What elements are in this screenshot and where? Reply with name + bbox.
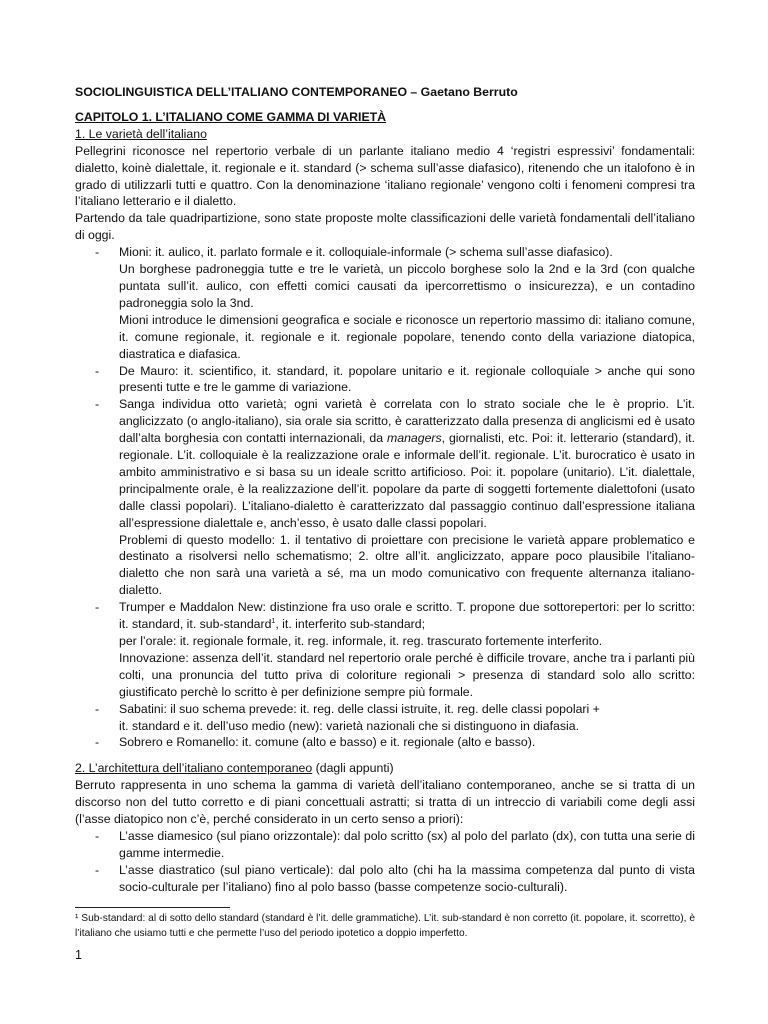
bullet-dash: - [95,828,100,843]
list-item-trumper [75,599,695,700]
list-item-sabatini [75,701,695,735]
list-item-text [119,396,695,531]
list-item-text: L’asse diastratico (sul piano verticale): dal polo alto (chi ha la massima competenza dal punto di vista socio-culturale per l’italiano) fino al polo basso (basse competenze socio-culturali). [119,862,695,894]
author-name: Sanga [119,397,155,412]
list-item-text [119,244,695,261]
section-heading-2: 2. L’architettura dell’italiano contemporaneo [75,761,313,776]
paragraph: Pellegrini riconosce nel repertorio verbale di un parlante italiano medio 4 ‘registri espressivi’ fondamentali: dialetto, koinè dialettale, it. regionale e it. standard (> schema sull’asse diafasico), ritenendo che un italofono è in grado di utilizzarli tutti e quattro. Con la denominazione ‘italiano regionale’ vengono colti i fenomeni compresi tra l’italiano letterario e il dialetto. [75,143,695,209]
section-note: (dagli appunti) [312,761,394,776]
bullet-dash: - [95,735,100,750]
bullet-dash: - [95,397,100,412]
bullet-dash: - [95,363,100,378]
author-name: Mioni: [119,245,152,260]
bullet-dash: - [95,245,100,260]
author-name: Sabatini: [119,701,167,716]
section-2-header [75,760,695,777]
author-name: Sobrero e Romanello: [119,735,239,750]
footnote: ¹ Sub-standard: al di sotto dello standard (standard è l’it. delle grammatiche). L’it. sub-standard è non corretto (it. popolare, it. scorretto), è l’italiano che usiamo tutti e che permette l’uso del periodo ipotetico a doppio imperfetto. [75,913,695,939]
author-name: De Mauro: [119,363,179,378]
list-item-body: il suo schema prevede: it. reg. delle classi istruite, it. reg. delle classi popolari + [166,701,600,716]
list-item-axis-diastratico [75,862,695,896]
italic-term: managers [386,431,442,446]
section-heading-1: 1. Le varietà dell’italiano [75,126,207,141]
list-item-paragraph: Innovazione: assenza dell’it. standard nel repertorio orale perché è difficile trovare, anche tra i parlanti più colti, una pronuncia del tutto priva di coloriture regionali > presenza di standard solo allo scritto: giustificato perchè lo scritto è per definizione sempre più formale. [119,650,695,699]
document-body [75,84,695,896]
list-item-axis-diamesico [75,828,695,862]
list-item-body: it. scientifico, it. standard, it. popolare unitario e it. regionale colloquiale > anche qui sono presenti tutte e tre le gamme di variazione. [119,363,695,395]
author-name: Trumper e Maddalon New: [119,600,266,615]
bullet-dash: - [95,862,100,877]
list-item-body: it. comune (alto e basso) e it. regionale (alto e basso). [238,735,536,750]
varieties-list [75,244,695,751]
list-item-body: , it. interferito sub-standard; [275,617,426,632]
list-item-paragraph: per l’orale: it. regionale formale, it. reg. informale, it. reg. trascurato fortemente interferito. [119,634,603,648]
list-item-text [119,363,695,397]
list-item-text [119,701,695,718]
paragraph: Partendo da tale quadripartizione, sono state proposte molte classificazioni delle varietà fondamentali dell’italiano di oggi. [75,211,695,243]
list-item-demauro [75,363,695,397]
axes-list [75,828,695,896]
bullet-dash: - [95,600,100,615]
list-item-sobrero [75,734,695,751]
bullet-dash: - [95,701,100,716]
chapter-heading: CAPITOLO 1. L’ITALIANO COME GAMMA DI VARIETÀ [75,109,387,124]
list-item-paragraph: Problemi di questo modello: 1. il tentativo di proiettare con precisione le varietà appare problematico e destinato a risolversi nello schematismo; 2. oltre all’it. anglicizzato, appare poco plausibile l’italiano-dialetto che non sarà una varietà a sé, ma un modo comunicativo con frequente alternanza italiano-dialetto. [119,532,695,598]
document-title: SOCIOLINGUISTICA DELL’ITALIANO CONTEMPORANEO – Gaetano Berruto [75,85,518,99]
page-number: 1 [75,948,82,962]
list-item-body: individua otto varietà; ogni varietà è correlata con lo strato sociale che le è proprio. L’it. anglicizzato (o anglo-italiano), sia orale sia scritto, è caratterizzato dalla presenza di anglicismi ed è usato dall’alta borghesia con contatti internazionali, da [119,397,695,446]
list-item-paragraph: Mioni introduce le dimensioni geografica e sociale e riconosce un repertorio massimo di: italiano comune, it. comune regionale, it. regionale e it. regionale popolare, tenendo conto della variazione diatopica, diastratica e diafasica. [119,312,695,361]
list-item-text [119,599,695,633]
list-item-text: L’asse diamesico (sul piano orizzontale): dal polo scritto (sx) al polo del parlato (dx), con tutta una serie di gamme intermedie. [119,828,695,860]
paragraph: Berruto rappresenta in uno schema la gamma di varietà dell’italiano contemporaneo, anche se si tratta di un discorso non del tutto corretto e di piani concettuali astratti; si tratta di un intreccio di variabili come degli assi (l’asse diatopico non c’è, perché considerato in un certo senso a priori): [75,778,695,827]
list-item-paragraph: it. standard e it. dell’uso medio (new): varietà nazionali che si distinguono in diafasia. [119,718,580,733]
list-item-body: it. aulico, it. parlato formale e it. colloquiale-informale (> schema sull’asse diafasico). [151,245,613,260]
footnote-reference[interactable]: 1 [271,618,276,625]
list-item-sanga [75,396,695,599]
list-item-paragraph: Un borghese padroneggia tutte e tre le varietà, un piccolo borghese solo la 2nd e la 3rd (con qualche puntata sull’it. aulico, con effetti comici causati da ipercorrettismo o insicurezza), e un contadino padroneggia solo la 3nd. [119,262,695,310]
list-item-body: distinzione fra uso orale e scritto. T. propone due sottorepertori: per lo scritto: it. standard, it. sub-standard [119,600,696,632]
list-item-text [119,734,695,751]
footnote-separator [75,907,230,908]
list-item-mioni [75,244,695,362]
list-item-body: , giornalisti, etc. Poi: it. letterario (standard), it. regionale. L’it. colloquiale è la realizzazione orale e informale dell’it. regionale. L’it. burocratico è usato in ambito amministrativo e si basa su un ideale scritto artificioso. Poi: it. popolare (unitario). L’it. dialettale, principalmente orale, è la realizzazione dell’it. popolare da parte di soggetti fortemente dialettofoni (usato dalle classi popolari). L’italiano-dialetto è caratterizzato dal passaggio continuo dall’espressione italiana all’espressione dialettale e, anch’esso, è usato dalle classi popolari. [119,431,695,530]
